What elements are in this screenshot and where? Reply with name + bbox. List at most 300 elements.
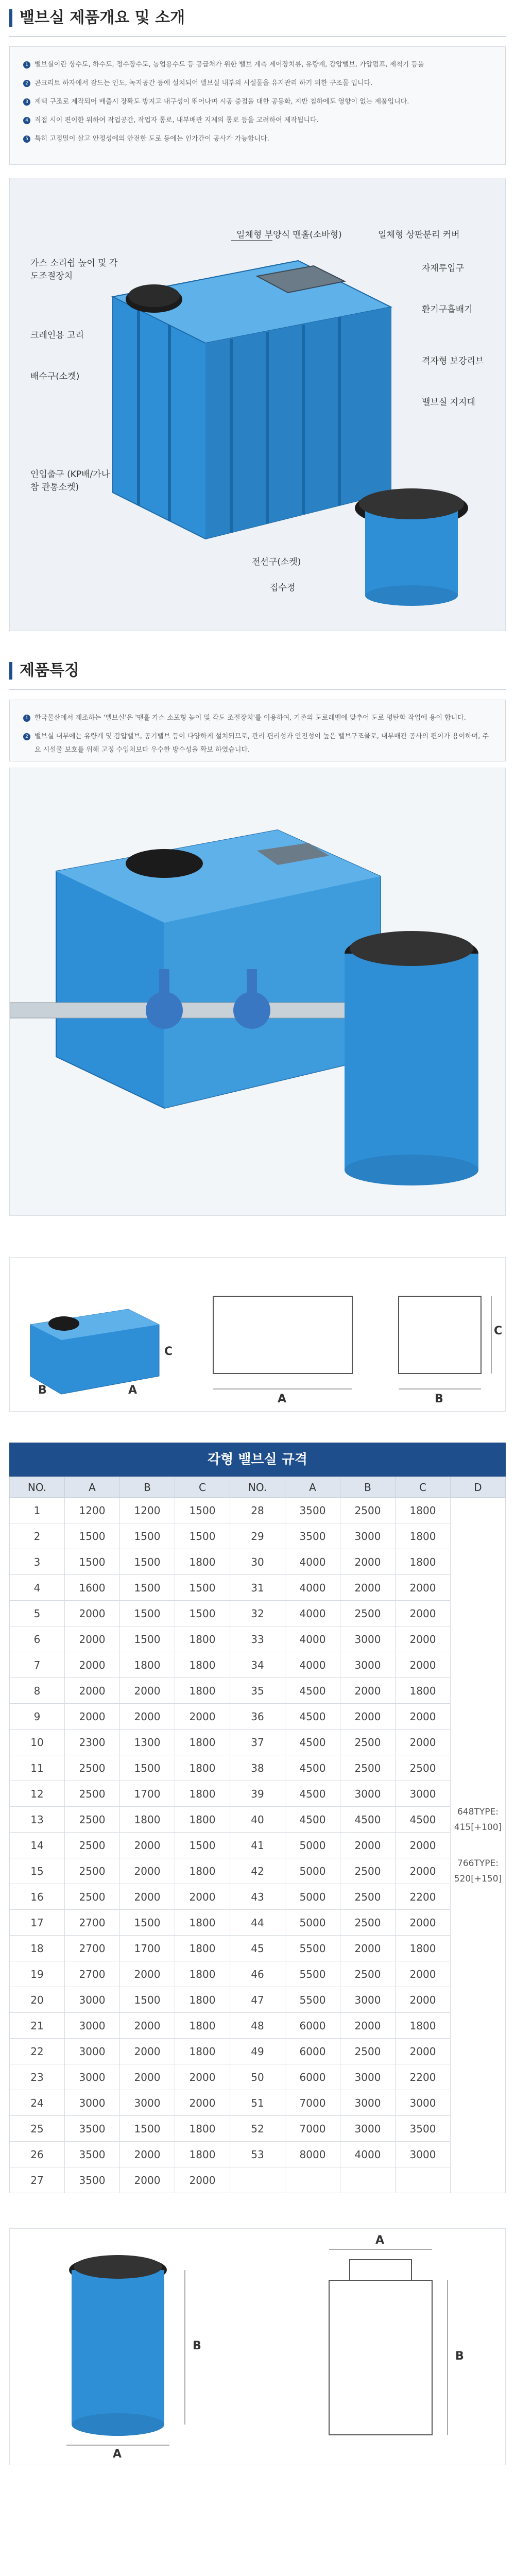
table-cell: 1800 (396, 1678, 451, 1704)
overview-bullet: 2 콘크리트 하자에서 잠드는 인도, 녹지공간 등에 설치되어 밸브실 내부의 시설물을 유지관리 하기 위한 구조물 입니다. (23, 77, 492, 90)
col-header: C (175, 1477, 230, 1498)
table-cell: 8 (10, 1678, 65, 1704)
table-cell: 2000 (65, 1678, 120, 1704)
bullet-number-icon: 3 (23, 98, 30, 106)
table-cell (285, 2167, 340, 2193)
features-bullet: 2 밸브실 내부에는 유량계 및 감압밸브, 공기밸브 등이 다양하게 설치되므로, 관리 편리성과 안전성이 높은 밸브구조물로, 내부배관 공사의 편이가 용이하며, 주요 시설물 보호를 위해 고정 수입처보다 우수한 방수성을 확보 하였습니다. (23, 730, 492, 757)
table-cell: 1500 (175, 1833, 230, 1858)
table-cell: 2000 (120, 2013, 175, 2039)
table-row (10, 2142, 506, 2167)
table-cell: 5000 (285, 1884, 340, 1910)
table-cell: 1800 (175, 1730, 230, 1755)
table-row (10, 2039, 506, 2064)
table-cell: 2000 (120, 1884, 175, 1910)
table-cell: 1800 (175, 1781, 230, 1807)
table-cell: 3500 (65, 2116, 120, 2142)
table-cell: 1800 (175, 1936, 230, 1961)
table-cell: 48 (230, 2013, 285, 2039)
table-cell: 7 (10, 1652, 65, 1678)
table-cell: 2500 (340, 1601, 396, 1626)
bullet-number-icon: 4 (23, 117, 30, 124)
callout-reinforce: 격자형 보강리브 (422, 356, 484, 366)
table-cell: 1500 (175, 1601, 230, 1626)
table-cell: 6 (10, 1626, 65, 1652)
table-cell: 1500 (120, 1549, 175, 1575)
table-cell: 52 (230, 2116, 285, 2142)
table-row (10, 1549, 506, 1575)
table-cell: 22 (10, 2039, 65, 2064)
table-cell: 53 (230, 2142, 285, 2167)
table-cell: 44 (230, 1910, 285, 1936)
callout-clamp: 크레인용 고리 (30, 330, 84, 341)
table-cell: 24 (10, 2090, 65, 2116)
table-cell: 49 (230, 2039, 285, 2064)
table-cell: 1200 (120, 1498, 175, 1523)
table-cell: 13 (10, 1807, 65, 1833)
table-cell: 2500 (340, 1910, 396, 1936)
overview-bullet: 4 직접 시이 편이한 위하여 작업공간, 작업자 통로, 내부배관 지제의 통로 등을 고려하여 제작됩니다. (23, 114, 492, 127)
table-cell: 4 (10, 1575, 65, 1601)
table-cell: 4000 (285, 1652, 340, 1678)
table-cell: 25 (10, 2116, 65, 2142)
table-cell: 15 (10, 1858, 65, 1884)
table-cell: 1800 (175, 2116, 230, 2142)
callout-gas-vent: 가스 소리쉽 높이 및 각도조절장치 (30, 258, 118, 281)
table-cell: 2000 (65, 1652, 120, 1678)
table-cell: 2000 (175, 1704, 230, 1730)
table-cell: 5500 (285, 1936, 340, 1961)
table-cell: 2000 (396, 1987, 451, 2013)
table-cell: 6000 (285, 2039, 340, 2064)
table-cell: 2000 (340, 1678, 396, 1704)
dim-a-label: A (128, 1384, 138, 1397)
table-cell: 2000 (396, 1601, 451, 1626)
table-cell: 3000 (340, 2116, 396, 2142)
table-cell: 1500 (120, 1910, 175, 1936)
table-cell: 41 (230, 1833, 285, 1858)
table-cell: 2000 (340, 1549, 396, 1575)
table-row (10, 1575, 506, 1601)
table-cell: 12 (10, 1781, 65, 1807)
table-cell: 1800 (175, 1755, 230, 1781)
table-cell: 2000 (396, 1730, 451, 1755)
round-dim-a-drawing-label: A (375, 2234, 385, 2247)
table-cell: 3000 (396, 1781, 451, 1807)
callout-entrance: 자재투입구 (422, 263, 465, 274)
table-cell: 1800 (175, 1549, 230, 1575)
table-cell: 2500 (396, 1755, 451, 1781)
table-cell: 3000 (65, 2013, 120, 2039)
table-header-row (10, 1477, 506, 1498)
table-cell: 1500 (120, 1987, 175, 2013)
table-cell: 31 (230, 1575, 285, 1601)
table-cell: 1800 (120, 1652, 175, 1678)
table-cell: 5500 (285, 1961, 340, 1987)
table-cell: 2000 (120, 1678, 175, 1704)
table-cell: 1500 (120, 2116, 175, 2142)
table-cell: 50 (230, 2064, 285, 2090)
table-cell: 39 (230, 1781, 285, 1807)
table-cell: 51 (230, 2090, 285, 2116)
table-cell: 8000 (285, 2142, 340, 2167)
table-cell: 16 (10, 1884, 65, 1910)
table-cell: 2500 (65, 1755, 120, 1781)
table-cell: 2000 (340, 2013, 396, 2039)
col-header: A (65, 1477, 120, 1498)
rect-spec-body (10, 1498, 506, 2193)
table-cell: 1600 (65, 1575, 120, 1601)
table-cell (230, 2167, 285, 2193)
table-cell: 32 (230, 1601, 285, 1626)
table-cell: 4000 (285, 1549, 340, 1575)
rect-dimension-drawing (9, 1257, 506, 1412)
table-row (10, 2116, 506, 2142)
table-row (10, 1884, 506, 1910)
table-cell: 2000 (396, 2039, 451, 2064)
table-cell: 1200 (65, 1498, 120, 1523)
table-cell: 35 (230, 1678, 285, 1704)
col-header: B (340, 1477, 396, 1498)
table-cell: 40 (230, 1807, 285, 1833)
table-cell: 2000 (65, 1626, 120, 1652)
table-cell: 1500 (120, 1601, 175, 1626)
table-cell: 1800 (175, 1807, 230, 1833)
table-cell: 2200 (396, 2064, 451, 2090)
table-cell: 3000 (340, 1523, 396, 1549)
callout-drain: 배수구(소켓) (30, 371, 80, 382)
table-cell: 2000 (120, 1858, 175, 1884)
table-row (10, 1601, 506, 1626)
table-cell: 1300 (120, 1730, 175, 1755)
table-cell: 2500 (65, 1858, 120, 1884)
table-cell: 3000 (340, 2090, 396, 2116)
table-row (10, 1961, 506, 1987)
table-cell: 4000 (285, 1626, 340, 1652)
table-row (10, 1781, 506, 1807)
table-cell: 23 (10, 2064, 65, 2090)
dim-b-drawing-label: B (435, 1393, 443, 1405)
table-cell: 4500 (285, 1704, 340, 1730)
table-cell: 2500 (65, 1884, 120, 1910)
table-cell: 2000 (396, 1652, 451, 1678)
table-cell: 1500 (65, 1549, 120, 1575)
round-drawing-svg (10, 2229, 506, 2465)
col-header: NO. (230, 1477, 285, 1498)
table-cell: 21 (10, 2013, 65, 2039)
d-note-1: 648TYPE: 415[+100] (454, 1806, 502, 1833)
table-cell: 3000 (340, 1987, 396, 2013)
features-bullet: 1 한국물산에서 제조하는 '밸브실'은 '맨홀 가스 소포형 높이 및 각도 조절장치'를 이용하여, 기존의 도로레벨에 맞추어 도로 평탄화 작업에 용이 합니다. (23, 711, 492, 725)
table-cell: 1800 (175, 2039, 230, 2064)
table-cell: 28 (230, 1498, 285, 1523)
table-cell: 2500 (65, 1807, 120, 1833)
table-cell: 1800 (175, 1910, 230, 1936)
table-cell: 2000 (120, 2142, 175, 2167)
table-cell: 3500 (65, 2167, 120, 2193)
table-cell: 7000 (285, 2116, 340, 2142)
table-cell: 2500 (340, 1961, 396, 1987)
bullet-number-icon: 1 (23, 61, 30, 69)
table-cell: 2000 (340, 1936, 396, 1961)
table-cell: 3000 (65, 2039, 120, 2064)
table-cell: 1500 (120, 1626, 175, 1652)
table-cell: 2000 (120, 1961, 175, 1987)
table-cell: 2500 (340, 1755, 396, 1781)
table-cell: 1800 (175, 1987, 230, 2013)
table-cell: 26 (10, 2142, 65, 2167)
round-dim-a-label: A (113, 2448, 122, 2461)
table-cell: 1800 (120, 1807, 175, 1833)
col-header: A (285, 1477, 340, 1498)
table-cell: 2500 (340, 1884, 396, 1910)
table-cell: 30 (230, 1549, 285, 1575)
overview-bullet: 5 특히 고정밀이 살고 안정성에의 안전한 도로 등에는 인가간이 공사가 가능합니다. (23, 132, 492, 146)
table-cell: 2700 (65, 1961, 120, 1987)
round-dim-b-drawing-label: B (455, 2350, 464, 2363)
table-cell: 2300 (65, 1730, 120, 1755)
table-cell: 2000 (396, 1575, 451, 1601)
table-row (10, 1858, 506, 1884)
table-cell: 1800 (396, 1498, 451, 1523)
table-cell (396, 2167, 451, 2193)
table-cell: 1800 (396, 2013, 451, 2039)
dim-a-drawing-label: A (278, 1393, 287, 1405)
table-cell: 1800 (175, 1961, 230, 1987)
table-cell: 3500 (65, 2142, 120, 2167)
table-cell: 3000 (340, 2064, 396, 2090)
overview-title: 밸브실 제품개요 및 소개 (9, 9, 185, 27)
table-row (10, 1730, 506, 1755)
table-cell: 4500 (285, 1730, 340, 1755)
table-cell: 1 (10, 1498, 65, 1523)
table-cell: 27 (10, 2167, 65, 2193)
table-cell: 47 (230, 1987, 285, 2013)
table-cell: 3000 (396, 2142, 451, 2167)
table-cell: 2000 (120, 2064, 175, 2090)
table-cell: 5000 (285, 1858, 340, 1884)
table-cell: 2000 (65, 1601, 120, 1626)
table-cell: 29 (230, 1523, 285, 1549)
table-row (10, 1678, 506, 1704)
table-cell: 1800 (175, 1652, 230, 1678)
table-cell: 5500 (285, 1987, 340, 2013)
table-cell: 38 (230, 1755, 285, 1781)
table-cell: 1800 (396, 1549, 451, 1575)
table-cell: 3000 (65, 1987, 120, 2013)
table-cell: 2200 (396, 1884, 451, 1910)
features-title: 제품특징 (9, 662, 79, 680)
table-row (10, 2090, 506, 2116)
table-cell: 2000 (175, 2090, 230, 2116)
table-cell: 3500 (285, 1498, 340, 1523)
callout-hatch-cover: 일체형 부양식 맨홀(소바형) (236, 230, 342, 240)
table-cell: 4500 (396, 1807, 451, 1833)
table-cell: 2000 (120, 1833, 175, 1858)
table-row (10, 1652, 506, 1678)
table-cell: 5000 (285, 1910, 340, 1936)
table-cell: 17 (10, 1910, 65, 1936)
table-cell: 4500 (340, 1807, 396, 1833)
table-row (10, 1523, 506, 1549)
table-cell: 2000 (120, 2039, 175, 2064)
table-cell: 3000 (65, 2090, 120, 2116)
table-cell: 46 (230, 1961, 285, 1987)
table-cell: 4000 (340, 2142, 396, 2167)
callout-separate-cover: 일체형 상판분리 커버 (378, 230, 460, 240)
table-cell: 2000 (396, 1961, 451, 1987)
col-header: NO. (10, 1477, 65, 1498)
table-cell: 2000 (175, 2064, 230, 2090)
table-cell: 3000 (65, 2064, 120, 2090)
table-cell: 3000 (340, 1652, 396, 1678)
bullet-number-icon: 2 (23, 733, 30, 740)
col-header: B (120, 1477, 175, 1498)
table-cell: 2000 (396, 1858, 451, 1884)
table-cell: 2000 (120, 1704, 175, 1730)
rect-spec-title: 각형 밸브실 규격 (9, 1443, 506, 1477)
table-cell: 2000 (340, 1833, 396, 1858)
table-cell: 5 (10, 1601, 65, 1626)
overview-divider (9, 36, 506, 37)
overview-bullet: 3 제택 구조로 제작되어 배출시 장확도 방지고 내구성이 뛰어나며 시공 중점을 대한 공동화, 지반 침하에도 영향이 없는 제품입니다. (23, 95, 492, 109)
table-cell: 20 (10, 1987, 65, 2013)
table-cell: 9 (10, 1704, 65, 1730)
table-cell: 4500 (285, 1755, 340, 1781)
table-cell: 3000 (120, 2090, 175, 2116)
round-dimension-drawing (9, 2228, 506, 2465)
dim-b-label: B (38, 1384, 47, 1397)
table-cell: 2000 (175, 1884, 230, 1910)
table-cell: 2 (10, 1523, 65, 1549)
bullet-number-icon: 5 (23, 135, 30, 143)
overview-bullet: 1 밸브실이란 상수도, 하수도, 정수장수도, 농업용수도 등 공급처가 위한 밸브 계측 제어장치류, 유량계, 감압밸브, 가압펌프, 제척기 등을 (23, 58, 492, 72)
table-row (10, 1755, 506, 1781)
table-row (10, 2167, 506, 2193)
callout-ventilation: 환기구흡배기 (422, 304, 473, 315)
table-cell: 3000 (340, 1626, 396, 1652)
table-cell: 1800 (175, 2013, 230, 2039)
table-cell: 2000 (396, 1626, 451, 1652)
table-cell: 3000 (396, 2090, 451, 2116)
features-divider (9, 689, 506, 690)
round-dim-b-label: B (193, 2340, 201, 2352)
table-row (10, 2064, 506, 2090)
table-cell: 45 (230, 1936, 285, 1961)
table-cell: 14 (10, 1833, 65, 1858)
table-row (10, 1910, 506, 1936)
overview-product-image (9, 178, 506, 631)
col-header: D (451, 1477, 506, 1498)
table-cell: 42 (230, 1858, 285, 1884)
table-cell: 2500 (340, 1858, 396, 1884)
table-row (10, 1833, 506, 1858)
table-cell: 3500 (396, 2116, 451, 2142)
table-cell: 11 (10, 1755, 65, 1781)
d-column-note (451, 1498, 506, 2193)
table-cell: 1800 (175, 1626, 230, 1652)
features-description (9, 700, 506, 761)
table-cell: 1500 (65, 1523, 120, 1549)
table-cell: 4500 (285, 1678, 340, 1704)
table-row (10, 1807, 506, 1833)
table-cell: 1800 (396, 1523, 451, 1549)
table-cell: 4500 (285, 1807, 340, 1833)
table-cell: 1800 (175, 1858, 230, 1884)
col-header: C (396, 1477, 451, 1498)
features-product-image (9, 768, 506, 1216)
table-cell: 6000 (285, 2064, 340, 2090)
table-cell: 2500 (340, 1730, 396, 1755)
callout-pipe-pass: 전선구(소켓) (252, 557, 301, 567)
table-cell: 1500 (120, 1523, 175, 1549)
table-cell: 1500 (175, 1498, 230, 1523)
d-note-2: 766TYPE: 520[+150] (454, 1858, 502, 1884)
table-cell: 4000 (285, 1575, 340, 1601)
overview-description (9, 46, 506, 165)
table-cell: 6000 (285, 2013, 340, 2039)
table-cell: 1500 (175, 1523, 230, 1549)
table-cell: 5000 (285, 1833, 340, 1858)
table-cell: 1500 (175, 1575, 230, 1601)
table-row (10, 1987, 506, 2013)
table-cell: 2000 (340, 1704, 396, 1730)
callout-line (231, 240, 272, 241)
table-row (10, 1498, 506, 1523)
dim-c-drawing-label: C (494, 1325, 503, 1337)
table-cell: 3 (10, 1549, 65, 1575)
table-cell: 3000 (340, 1781, 396, 1807)
table-cell: 2000 (340, 1575, 396, 1601)
table-cell: 1500 (120, 1755, 175, 1781)
table-cell: 2500 (65, 1833, 120, 1858)
table-cell: 1800 (175, 1678, 230, 1704)
table-cell: 34 (230, 1652, 285, 1678)
table-row (10, 1704, 506, 1730)
rect-spec-grid (9, 1477, 506, 2193)
table-cell: 2000 (396, 1704, 451, 1730)
table-cell: 4500 (285, 1781, 340, 1807)
callout-support: 밸브실 지지대 (422, 397, 475, 408)
table-cell: 1700 (120, 1936, 175, 1961)
table-cell: 4000 (285, 1601, 340, 1626)
table-cell: 2500 (340, 1498, 396, 1523)
table-cell: 3500 (285, 1523, 340, 1549)
table-cell: 2500 (340, 2039, 396, 2064)
valve-chamber-cutaway-illustration (10, 768, 506, 1216)
table-cell: 7000 (285, 2090, 340, 2116)
dim-c-label: C (164, 1345, 173, 1358)
table-row (10, 2013, 506, 2039)
table-cell: 2000 (175, 2167, 230, 2193)
table-cell: 2700 (65, 1910, 120, 1936)
rect-drawing-svg (10, 1258, 506, 1412)
table-cell: 2000 (396, 1833, 451, 1858)
table-cell: 18 (10, 1936, 65, 1961)
table-row (10, 1936, 506, 1961)
table-cell: 1800 (396, 1936, 451, 1961)
table-row (10, 1626, 506, 1652)
table-cell: 2500 (65, 1781, 120, 1807)
table-cell: 1800 (175, 2142, 230, 2167)
table-cell: 1700 (120, 1781, 175, 1807)
table-cell: 37 (230, 1730, 285, 1755)
table-cell: 2000 (120, 2167, 175, 2193)
table-cell: 43 (230, 1884, 285, 1910)
table-cell: 19 (10, 1961, 65, 1987)
callout-sump: 집수정 (270, 583, 296, 593)
table-cell: 2700 (65, 1936, 120, 1961)
callout-inlet: 인입출구 (KP배/가나참 관통소켓) (30, 469, 110, 493)
